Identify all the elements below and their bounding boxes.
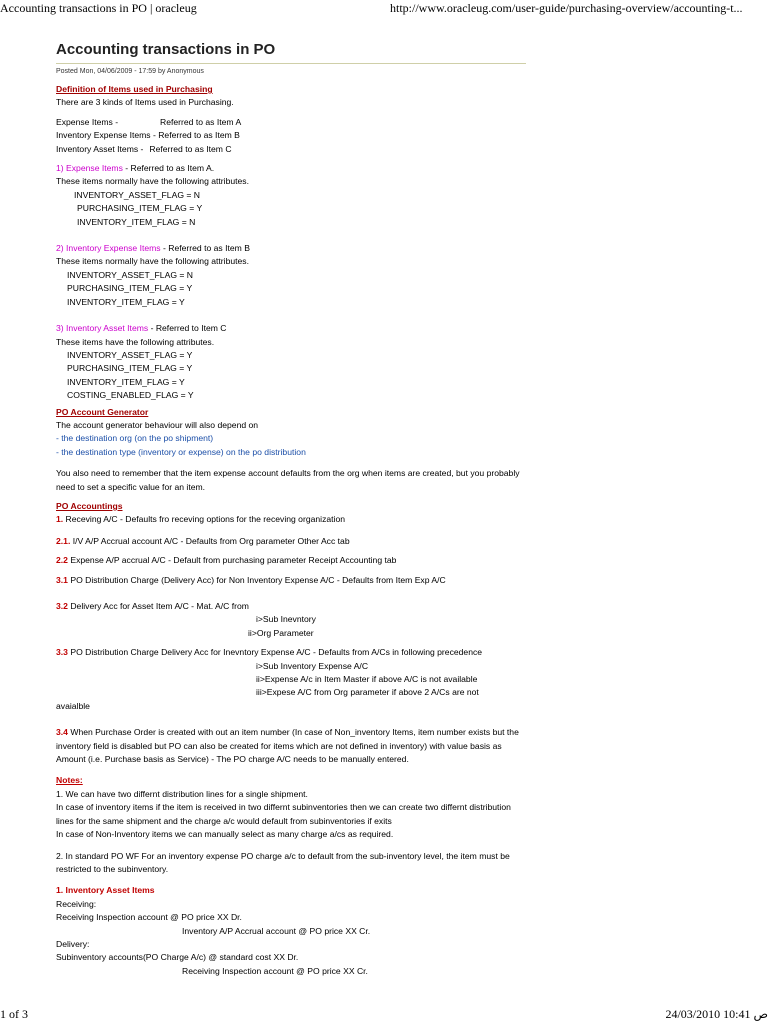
flag-line: INVENTORY_ASSET_FLAG = N (67, 269, 194, 280)
accounting-3-4: 3.4 When Purchase Order is created with out an item number (In case of Non_inventory Items, item number exists but the inventory field is disabled but PO can also be created for items which are not defined in inventory) with value basis as Amount (i.e. Purchase basis as Service) - The PO charge A/C needs to be manually entered. (56, 727, 519, 765)
header-url[interactable]: http://www.oracleug.com/user-guide/purchasing-overview/accounting-t... (390, 1, 743, 15)
receiving-credit: Inventory A/P Accrual account @ PO price XX Cr. (182, 925, 371, 936)
account-generator-heading: PO Account Generator (56, 406, 149, 417)
note-line: In case of inventory items if the item is received in two differnt subinventories then we can create two differnt distribution lines for the same shipment and the charge a/c would default from subinventories if exits (56, 802, 511, 826)
print-footer (0, 1007, 768, 1023)
definition-heading: Definition of Items used in Purchasing (56, 84, 213, 94)
inventory-asset-items-link[interactable]: 3) Inventory Asset Items (56, 323, 149, 334)
flag-line: PURCHASING_ITEM_FLAG = Y (67, 363, 193, 374)
inventory-expense-items-link[interactable]: 2) Inventory Expense Items (56, 243, 161, 254)
kind-row: Inventory Asset Items - Referred to as Item C (56, 143, 232, 154)
expense-items-link[interactable]: 1) Expense Items (56, 163, 123, 174)
item-2-heading: 2) Inventory Expense Items - Referred to as Item B (56, 243, 250, 254)
accounting-3-1: 3.1 PO Distribution Charge (Delivery Acc) for Non Inventory Expense A/C - Defaults from Item Exp A/C (56, 574, 446, 585)
definition-intro: There are 3 kinds of Items used in Purchasing. (56, 97, 234, 108)
item-1-flags (56, 189, 526, 229)
accounting-3-2-sub: i>Sub Inevntory (256, 614, 316, 625)
flag-line: INVENTORY_ITEM_FLAG = Y (67, 296, 185, 307)
accounting-3-2: 3.2 Delivery Acc for Asset Item A/C - Mat. A/C from (56, 601, 249, 611)
item-3-attr-intro: These items have the following attributes. (56, 336, 215, 347)
accounting-1: 1. Receving A/C - Defaults fro receving options for the receving organization (56, 514, 346, 525)
accounting-3-3-sub: iii>Expese A/C from Org parameter if above 2 A/Cs are not (256, 687, 479, 698)
title-divider (56, 63, 526, 64)
page-count: 1 of 3 (0, 1007, 28, 1021)
delivery-label: Delivery: (56, 938, 90, 949)
receiving-debit: Receiving Inspection account @ PO price XX Dr. (56, 912, 242, 923)
kinds-list (56, 116, 526, 156)
flag-line: INVENTORY_ITEM_FLAG = N (77, 216, 196, 227)
po-accountings-heading: PO Accountings (56, 500, 123, 511)
flag-line: COSTING_ENABLED_FLAG = Y (67, 390, 194, 401)
note-line: In case of Non-Inventory items we can manually select as many charge a/cs as required. (56, 829, 394, 840)
generator-point: - the destination org (on the po shipment) (56, 433, 214, 444)
accounting-3-3-sub: ii>Expense A/c in Item Master if above A/C is not available (256, 674, 478, 685)
note-2: 2. In standard PO WF For an inventory expense PO charge a/c to default from the sub-inventory level, the item must be restricted to the subinventory. (56, 850, 510, 874)
flag-line: INVENTORY_ASSET_FLAG = N (74, 189, 201, 200)
accounting-3-3: 3.3 PO Distribution Charge Delivery Acc for Inevntory Expense A/C - Defaults from A/Cs in following precedence (56, 647, 483, 658)
accounting-3-3-tail: avaialble (56, 700, 90, 711)
accounting-3-2-sub: ii>Org Parameter (248, 627, 314, 638)
item-2-attr-intro: These items normally have the following attributes. (56, 256, 249, 267)
flag-line: PURCHASING_ITEM_FLAG = Y (77, 203, 203, 214)
item-1-heading: 1) Expense Items - Referred to as Item A. (56, 163, 215, 174)
generator-note: You also need to remember that the item expense account defaults from the org when items are created, but you probably need to set a specific value for an item. (56, 468, 520, 492)
posted-info: Posted Mon, 04/06/2009 - 17:59 by Anonymous (56, 68, 204, 75)
header-page-title: Accounting transactions in PO | oracleug (0, 1, 197, 15)
item-3-heading: 3) Inventory Asset Items - Referred to Item C (56, 323, 227, 334)
print-header (0, 0, 768, 16)
inventory-asset-heading: 1. Inventory Asset Items (56, 885, 155, 896)
item-3-flags (56, 349, 526, 403)
flag-line: INVENTORY_ASSET_FLAG = Y (67, 349, 193, 360)
flag-line: PURCHASING_ITEM_FLAG = Y (67, 283, 193, 294)
delivery-debit: Subinventory accounts(PO Charge A/c) @ standard cost XX Dr. (56, 952, 299, 963)
item-2-flags (56, 269, 526, 309)
generator-point: - the destination type (inventory or expense) on the po distribution (56, 446, 306, 457)
notes-heading: Notes: (56, 775, 83, 786)
flag-line: INVENTORY_ITEM_FLAG = Y (67, 376, 185, 387)
accounting-2-2: 2.2 Expense A/P accrual A/C - Default from purchasing parameter Receipt Accounting tab (56, 555, 397, 566)
kind-row: Inventory Expense Items - Referred to as Item B (56, 130, 240, 141)
article-title: Accounting transactions in PO (56, 41, 276, 58)
print-timestamp: 24/03/2010 10:41 ص (665, 1007, 768, 1021)
article (56, 40, 526, 978)
delivery-credit: Receiving Inspection account @ PO price XX Cr. (182, 965, 368, 976)
item-1-attr-intro: These items normally have the following attributes. (56, 176, 249, 187)
kind-row: Expense Items - Referred to as Item A (56, 116, 242, 127)
note-line: 1. We can have two differnt distribution lines for a single shipment. (56, 788, 308, 799)
generator-intro: The account generator behaviour will also depend on (56, 419, 259, 430)
accounting-2-1: 2.1. I/V A/P Accrual account A/C - Defaults from Org parameter Other Acc tab (56, 535, 350, 546)
receiving-label: Receiving: (56, 898, 97, 909)
accounting-3-3-sub: i>Sub Inventory Expense A/C (256, 660, 369, 671)
